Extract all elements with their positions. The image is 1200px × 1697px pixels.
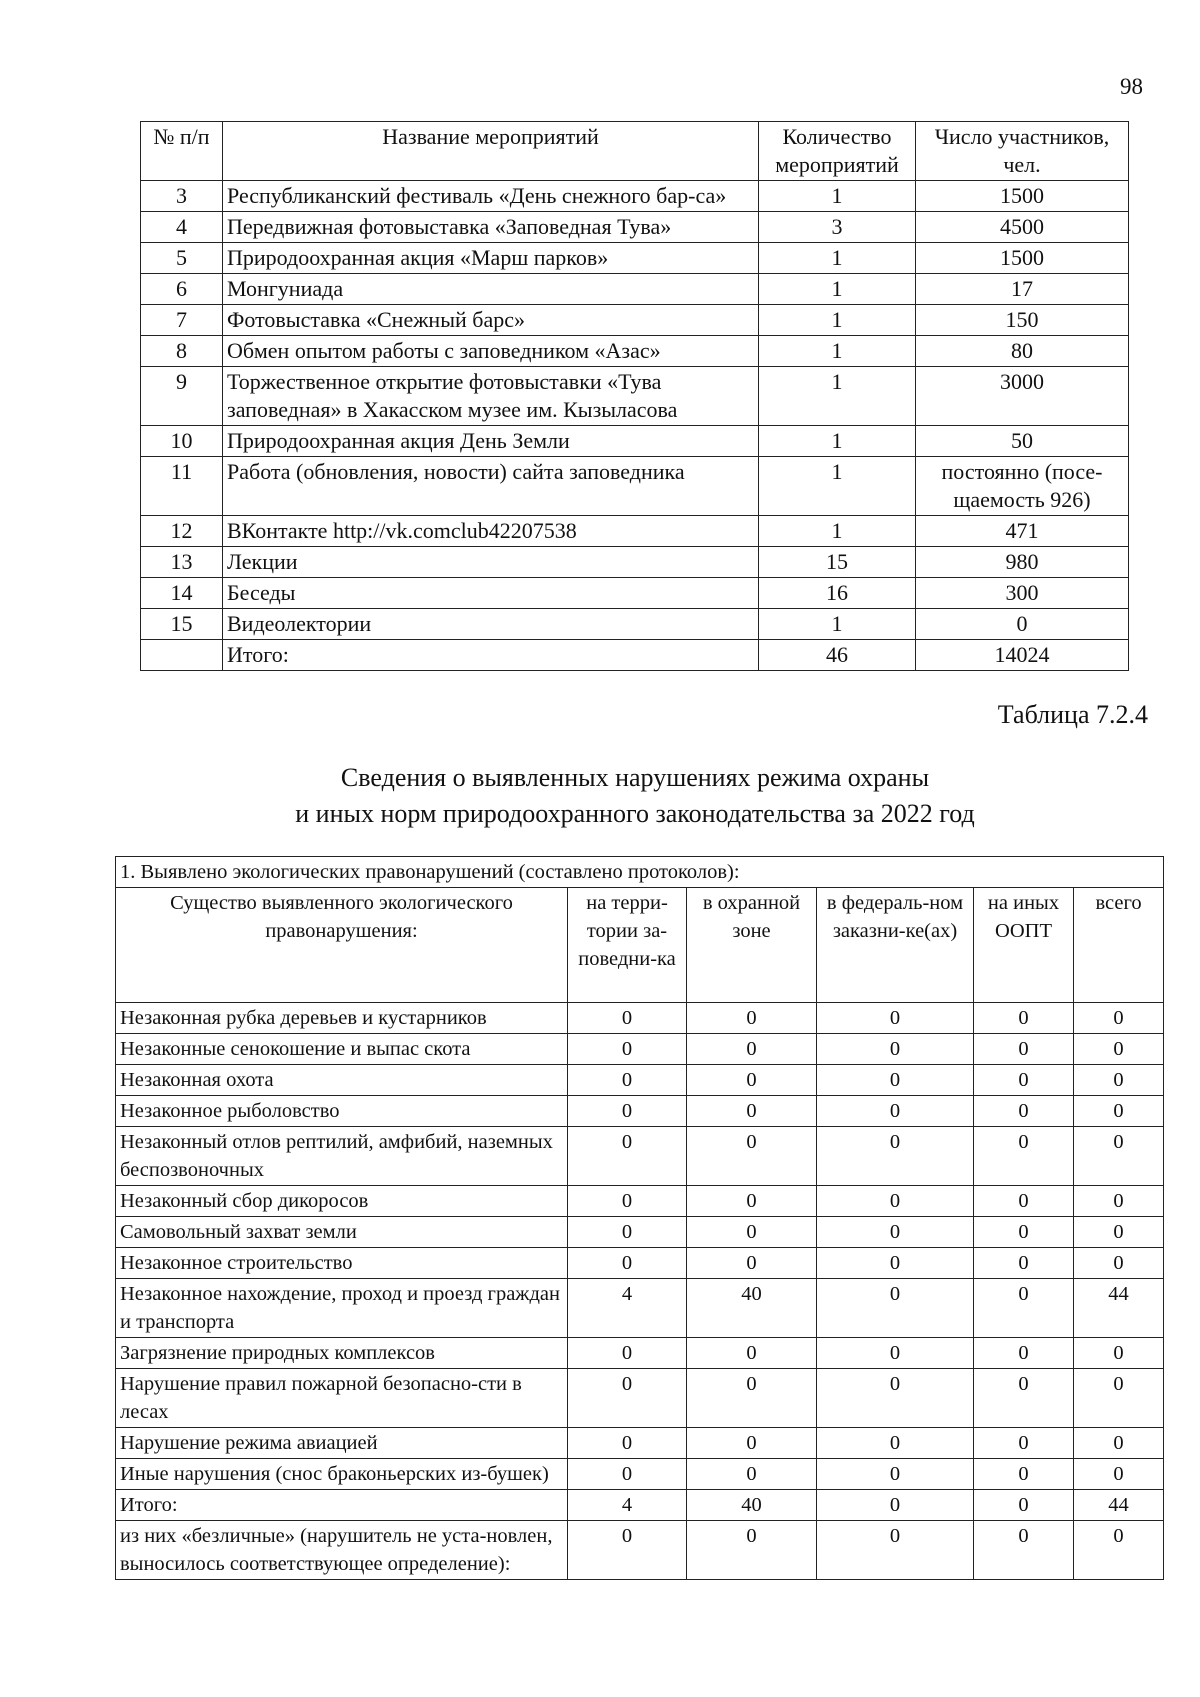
col-header-event-name: Название мероприятий bbox=[223, 122, 759, 181]
buffer-zone-count: 0 bbox=[687, 1003, 817, 1034]
table-row bbox=[141, 274, 1129, 305]
federal-reserve-count: 0 bbox=[817, 1065, 974, 1096]
buffer-zone-count: 0 bbox=[687, 1369, 817, 1428]
event-name: Обмен опытом работы с заповедником «Азас» bbox=[223, 336, 759, 367]
col-header-total: всего bbox=[1074, 888, 1164, 1003]
total-count: 0 bbox=[1074, 1338, 1164, 1369]
event-count: 1 bbox=[759, 426, 916, 457]
event-count: 1 bbox=[759, 243, 916, 274]
federal-reserve-count: 0 bbox=[817, 1217, 974, 1248]
section-title bbox=[0, 760, 1200, 832]
row-number: 11 bbox=[141, 457, 223, 516]
table-row bbox=[141, 212, 1129, 243]
event-count: 1 bbox=[759, 457, 916, 516]
table-row bbox=[116, 1034, 1164, 1065]
participants: 14024 bbox=[916, 640, 1129, 671]
event-name: Природоохранная акция «Марш парков» bbox=[223, 243, 759, 274]
reserve-territory-count: 0 bbox=[568, 1428, 687, 1459]
row-number: 7 bbox=[141, 305, 223, 336]
event-count: 1 bbox=[759, 181, 916, 212]
violation-type: Итого: bbox=[116, 1490, 568, 1521]
event-name: Передвижная фотовыставка «Заповедная Тува» bbox=[223, 212, 759, 243]
buffer-zone-count: 0 bbox=[687, 1217, 817, 1248]
event-count: 1 bbox=[759, 274, 916, 305]
col-header-participants: Число участников, чел. bbox=[916, 122, 1129, 181]
row-number: 10 bbox=[141, 426, 223, 457]
participants: 1500 bbox=[916, 243, 1129, 274]
col-header-federal-reserve: в федераль-ном заказни-ке(ах) bbox=[817, 888, 974, 1003]
violation-type: Нарушение режима авиацией bbox=[116, 1428, 568, 1459]
reserve-territory-count: 0 bbox=[568, 1338, 687, 1369]
total-count: 0 bbox=[1074, 1096, 1164, 1127]
other-protected-areas-count: 0 bbox=[974, 1459, 1074, 1490]
event-count: 1 bbox=[759, 305, 916, 336]
table-row bbox=[116, 1369, 1164, 1428]
total-count: 0 bbox=[1074, 1186, 1164, 1217]
table-caption: Таблица 7.2.4 bbox=[997, 700, 1148, 729]
participants: 1500 bbox=[916, 181, 1129, 212]
total-count: 0 bbox=[1074, 1003, 1164, 1034]
row-number: 6 bbox=[141, 274, 223, 305]
other-protected-areas-count: 0 bbox=[974, 1428, 1074, 1459]
other-protected-areas-count: 0 bbox=[974, 1127, 1074, 1186]
section-title-line-1: Сведения о выявленных нарушениях режима охраны bbox=[340, 763, 930, 792]
table-row bbox=[116, 1459, 1164, 1490]
table-row bbox=[141, 336, 1129, 367]
reserve-territory-count: 0 bbox=[568, 1096, 687, 1127]
federal-reserve-count: 0 bbox=[817, 1490, 974, 1521]
event-count: 1 bbox=[759, 367, 916, 426]
reserve-territory-count: 0 bbox=[568, 1065, 687, 1096]
other-protected-areas-count: 0 bbox=[974, 1003, 1074, 1034]
buffer-zone-count: 0 bbox=[687, 1186, 817, 1217]
section-title-line-2: и иных норм природоохранного законодательства за 2022 год bbox=[295, 799, 975, 828]
table-row bbox=[116, 1127, 1164, 1186]
event-count: 3 bbox=[759, 212, 916, 243]
reserve-territory-count: 0 bbox=[568, 1003, 687, 1034]
violations-section-header: 1. Выявлено экологических правонарушений (составлено протоколов): bbox=[116, 857, 1164, 888]
event-name: Торжественное открытие фотовыставки «Тува заповедная» в Хакасском музее им. Кызыласова bbox=[223, 367, 759, 426]
col-header-other-protected-areas: на иных ООПТ bbox=[974, 888, 1074, 1003]
total-count: 0 bbox=[1074, 1248, 1164, 1279]
table-row bbox=[141, 457, 1129, 516]
federal-reserve-count: 0 bbox=[817, 1369, 974, 1428]
event-name: Итого: bbox=[223, 640, 759, 671]
table-row bbox=[141, 578, 1129, 609]
table-row bbox=[116, 1003, 1164, 1034]
buffer-zone-count: 0 bbox=[687, 1428, 817, 1459]
reserve-territory-count: 0 bbox=[568, 1459, 687, 1490]
table-row bbox=[141, 547, 1129, 578]
event-name: Природоохранная акция День Земли bbox=[223, 426, 759, 457]
col-header-number: № п/п bbox=[141, 122, 223, 181]
violation-type: Незаконная рубка деревьев и кустарников bbox=[116, 1003, 568, 1034]
federal-reserve-count: 0 bbox=[817, 1428, 974, 1459]
page-number: 98 bbox=[1120, 74, 1143, 99]
other-protected-areas-count: 0 bbox=[974, 1521, 1074, 1580]
total-count: 0 bbox=[1074, 1369, 1164, 1428]
participants: 150 bbox=[916, 305, 1129, 336]
total-count: 44 bbox=[1074, 1490, 1164, 1521]
violations-table-header bbox=[116, 888, 1164, 1003]
total-count: 0 bbox=[1074, 1521, 1164, 1580]
violation-type: Незаконное рыболовство bbox=[116, 1096, 568, 1127]
row-number: 9 bbox=[141, 367, 223, 426]
table-row bbox=[116, 1065, 1164, 1096]
total-count: 0 bbox=[1074, 1127, 1164, 1186]
federal-reserve-count: 0 bbox=[817, 1521, 974, 1580]
other-protected-areas-count: 0 bbox=[974, 1248, 1074, 1279]
buffer-zone-count: 0 bbox=[687, 1459, 817, 1490]
buffer-zone-count: 0 bbox=[687, 1096, 817, 1127]
reserve-territory-count: 0 bbox=[568, 1248, 687, 1279]
violation-type: Нарушение правил пожарной безопасно-сти в лесах bbox=[116, 1369, 568, 1428]
total-count: 0 bbox=[1074, 1428, 1164, 1459]
table-row bbox=[116, 1521, 1164, 1580]
participants: постоянно (посе-щаемость 926) bbox=[916, 457, 1129, 516]
event-count: 1 bbox=[759, 609, 916, 640]
event-count: 16 bbox=[759, 578, 916, 609]
table-row bbox=[141, 426, 1129, 457]
table-row bbox=[116, 1248, 1164, 1279]
participants: 4500 bbox=[916, 212, 1129, 243]
table-row bbox=[116, 1096, 1164, 1127]
federal-reserve-count: 0 bbox=[817, 1338, 974, 1369]
row-number: 5 bbox=[141, 243, 223, 274]
reserve-territory-count: 4 bbox=[568, 1279, 687, 1338]
event-name: Лекции bbox=[223, 547, 759, 578]
buffer-zone-count: 0 bbox=[687, 1065, 817, 1096]
federal-reserve-count: 0 bbox=[817, 1003, 974, 1034]
violation-type: Незаконные сенокошение и выпас скота bbox=[116, 1034, 568, 1065]
row-number: 8 bbox=[141, 336, 223, 367]
col-header-violation: Существо выявленного экологического правонарушения: bbox=[116, 888, 568, 1003]
other-protected-areas-count: 0 bbox=[974, 1034, 1074, 1065]
event-count: 46 bbox=[759, 640, 916, 671]
other-protected-areas-count: 0 bbox=[974, 1369, 1074, 1428]
violation-type: Самовольный захват земли bbox=[116, 1217, 568, 1248]
table-row bbox=[116, 1428, 1164, 1459]
violation-type: Незаконный сбор дикоросов bbox=[116, 1186, 568, 1217]
events-table-header bbox=[141, 122, 1129, 181]
table-row bbox=[116, 1338, 1164, 1369]
reserve-territory-count: 0 bbox=[568, 1186, 687, 1217]
participants: 80 bbox=[916, 336, 1129, 367]
violation-type: Незаконная охота bbox=[116, 1065, 568, 1096]
federal-reserve-count: 0 bbox=[817, 1034, 974, 1065]
buffer-zone-count: 0 bbox=[687, 1127, 817, 1186]
participants: 980 bbox=[916, 547, 1129, 578]
table-row bbox=[141, 243, 1129, 274]
table-row bbox=[116, 1490, 1164, 1521]
reserve-territory-count: 0 bbox=[568, 1034, 687, 1065]
total-count: 0 bbox=[1074, 1459, 1164, 1490]
participants: 50 bbox=[916, 426, 1129, 457]
total-count: 0 bbox=[1074, 1034, 1164, 1065]
row-number: 13 bbox=[141, 547, 223, 578]
violation-type: Незаконное нахождение, проход и проезд граждан и транспорта bbox=[116, 1279, 568, 1338]
event-name: Монгуниада bbox=[223, 274, 759, 305]
violation-type: Незаконное строительство bbox=[116, 1248, 568, 1279]
reserve-territory-count: 0 bbox=[568, 1369, 687, 1428]
buffer-zone-count: 0 bbox=[687, 1034, 817, 1065]
other-protected-areas-count: 0 bbox=[974, 1096, 1074, 1127]
total-count: 0 bbox=[1074, 1065, 1164, 1096]
reserve-territory-count: 0 bbox=[568, 1521, 687, 1580]
event-count: 1 bbox=[759, 516, 916, 547]
federal-reserve-count: 0 bbox=[817, 1279, 974, 1338]
participants: 3000 bbox=[916, 367, 1129, 426]
event-name: ВКонтакте http://vk.comclub42207538 bbox=[223, 516, 759, 547]
violations-table bbox=[115, 856, 1164, 1580]
table-row bbox=[141, 367, 1129, 426]
participants: 471 bbox=[916, 516, 1129, 547]
col-header-reserve-territory: на терри-тории за-поведни-ка bbox=[568, 888, 687, 1003]
row-number: 15 bbox=[141, 609, 223, 640]
row-number: 3 bbox=[141, 181, 223, 212]
total-count: 0 bbox=[1074, 1217, 1164, 1248]
violation-type: Иные нарушения (снос браконьерских из-бушек) bbox=[116, 1459, 568, 1490]
buffer-zone-count: 0 bbox=[687, 1338, 817, 1369]
table-row bbox=[116, 1217, 1164, 1248]
row-number bbox=[141, 640, 223, 671]
participants: 17 bbox=[916, 274, 1129, 305]
col-header-event-count: Количество мероприятий bbox=[759, 122, 916, 181]
table-row bbox=[141, 305, 1129, 336]
table-row bbox=[141, 609, 1129, 640]
other-protected-areas-count: 0 bbox=[974, 1186, 1074, 1217]
federal-reserve-count: 0 bbox=[817, 1127, 974, 1186]
participants: 0 bbox=[916, 609, 1129, 640]
event-count: 1 bbox=[759, 336, 916, 367]
buffer-zone-count: 40 bbox=[687, 1490, 817, 1521]
reserve-territory-count: 0 bbox=[568, 1217, 687, 1248]
reserve-territory-count: 4 bbox=[568, 1490, 687, 1521]
event-name: Видеолектории bbox=[223, 609, 759, 640]
row-number: 14 bbox=[141, 578, 223, 609]
other-protected-areas-count: 0 bbox=[974, 1338, 1074, 1369]
violation-type: Незаконный отлов рептилий, амфибий, наземных беспозвоночных bbox=[116, 1127, 568, 1186]
table-row bbox=[141, 516, 1129, 547]
reserve-territory-count: 0 bbox=[568, 1127, 687, 1186]
buffer-zone-count: 40 bbox=[687, 1279, 817, 1338]
table-row bbox=[141, 640, 1129, 671]
event-name: Республиканский фестиваль «День снежного бар-са» bbox=[223, 181, 759, 212]
other-protected-areas-count: 0 bbox=[974, 1279, 1074, 1338]
table-row bbox=[116, 1279, 1164, 1338]
federal-reserve-count: 0 bbox=[817, 1186, 974, 1217]
other-protected-areas-count: 0 bbox=[974, 1065, 1074, 1096]
event-name: Работа (обновления, новости) сайта заповедника bbox=[223, 457, 759, 516]
event-count: 15 bbox=[759, 547, 916, 578]
buffer-zone-count: 0 bbox=[687, 1248, 817, 1279]
other-protected-areas-count: 0 bbox=[974, 1490, 1074, 1521]
federal-reserve-count: 0 bbox=[817, 1459, 974, 1490]
table-row bbox=[116, 1186, 1164, 1217]
other-protected-areas-count: 0 bbox=[974, 1217, 1074, 1248]
events-table bbox=[140, 121, 1129, 671]
buffer-zone-count: 0 bbox=[687, 1521, 817, 1580]
event-name: Фотовыставка «Снежный барс» bbox=[223, 305, 759, 336]
violation-type: Загрязнение природных комплексов bbox=[116, 1338, 568, 1369]
row-number: 4 bbox=[141, 212, 223, 243]
total-count: 44 bbox=[1074, 1279, 1164, 1338]
row-number: 12 bbox=[141, 516, 223, 547]
violation-type: из них «безличные» (нарушитель не уста-новлен, выносилось соответствующее определение): bbox=[116, 1521, 568, 1580]
table-row bbox=[141, 181, 1129, 212]
event-name: Беседы bbox=[223, 578, 759, 609]
col-header-buffer-zone: в охранной зоне bbox=[687, 888, 817, 1003]
federal-reserve-count: 0 bbox=[817, 1096, 974, 1127]
participants: 300 bbox=[916, 578, 1129, 609]
federal-reserve-count: 0 bbox=[817, 1248, 974, 1279]
